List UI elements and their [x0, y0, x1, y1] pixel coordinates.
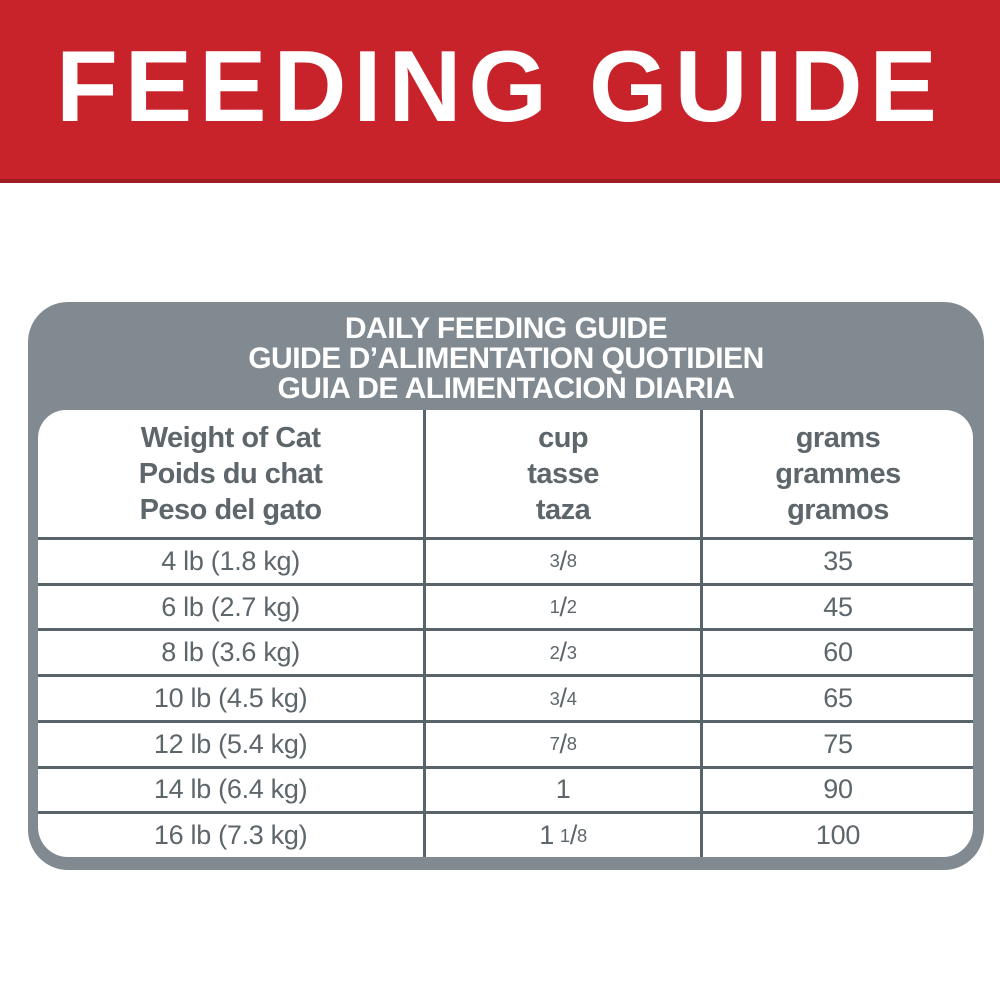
weight-header-es: Peso del gato: [139, 493, 322, 526]
grams-column-header: [700, 410, 973, 537]
table-header-row: [38, 410, 973, 537]
weight-cell: 10 lb (4.5 kg): [153, 683, 308, 714]
cup-header-en: cup: [538, 421, 589, 454]
banner-title: FEEDING GUIDE: [56, 31, 944, 143]
table-row: [38, 628, 973, 674]
grams-cell: 90: [700, 769, 973, 812]
table-row: [38, 583, 973, 629]
cup-cell: 1 1 / 8: [423, 814, 700, 857]
grams-cell: 60: [700, 631, 973, 674]
banner: [0, 0, 1000, 183]
grams-cell: 75: [700, 723, 973, 766]
grams-header-fr: grammes: [775, 457, 901, 490]
table-row: [38, 720, 973, 766]
weight-cell: 4 lb (1.8 kg): [161, 545, 300, 576]
cup-column-header: [423, 410, 700, 537]
card-title-line-en: DAILY FEEDING GUIDE: [344, 312, 668, 345]
weight-cell: 14 lb (6.4 kg): [153, 774, 308, 805]
weight-cell: 6 lb (2.7 kg): [161, 591, 300, 622]
table-row: [38, 811, 973, 857]
weight-column-header: [38, 410, 423, 537]
weight-cell: 12 lb (5.4 kg): [153, 728, 308, 759]
cup-cell: 1: [423, 769, 700, 812]
grams-header-es: gramos: [787, 493, 889, 526]
grams-cell: 35: [700, 540, 973, 583]
daily-feeding-guide-card: [28, 302, 984, 870]
table-row: [38, 537, 973, 583]
feeding-table: [38, 410, 973, 857]
weight-cell: 16 lb (7.3 kg): [153, 820, 308, 851]
card-title-line-fr: GUIDE D’ALIMENTATION QUOTIDIEN: [248, 342, 764, 375]
weight-header-en: Weight of Cat: [140, 421, 321, 454]
table-row: [38, 766, 973, 812]
grams-cell: 100: [700, 814, 973, 857]
weight-header-fr: Poids du chat: [138, 457, 323, 490]
cup-cell: 3 / 8: [423, 540, 700, 583]
table-row: [38, 674, 973, 720]
weight-cell: 8 lb (3.6 kg): [161, 637, 300, 668]
cup-cell: 1 / 2: [423, 586, 700, 629]
card-title-block: [28, 302, 984, 410]
card-title-line-es: GUIA DE ALIMENTACION DIARIA: [277, 372, 735, 405]
cup-cell: 3 / 4: [423, 677, 700, 720]
grams-cell: 45: [700, 586, 973, 629]
cup-header-es: taza: [535, 493, 591, 526]
cup-header-fr: tasse: [527, 457, 599, 490]
grams-header-en: grams: [795, 421, 881, 454]
cup-cell: 2 / 3: [423, 631, 700, 674]
grams-cell: 65: [700, 677, 973, 720]
cup-cell: 7 / 8: [423, 723, 700, 766]
